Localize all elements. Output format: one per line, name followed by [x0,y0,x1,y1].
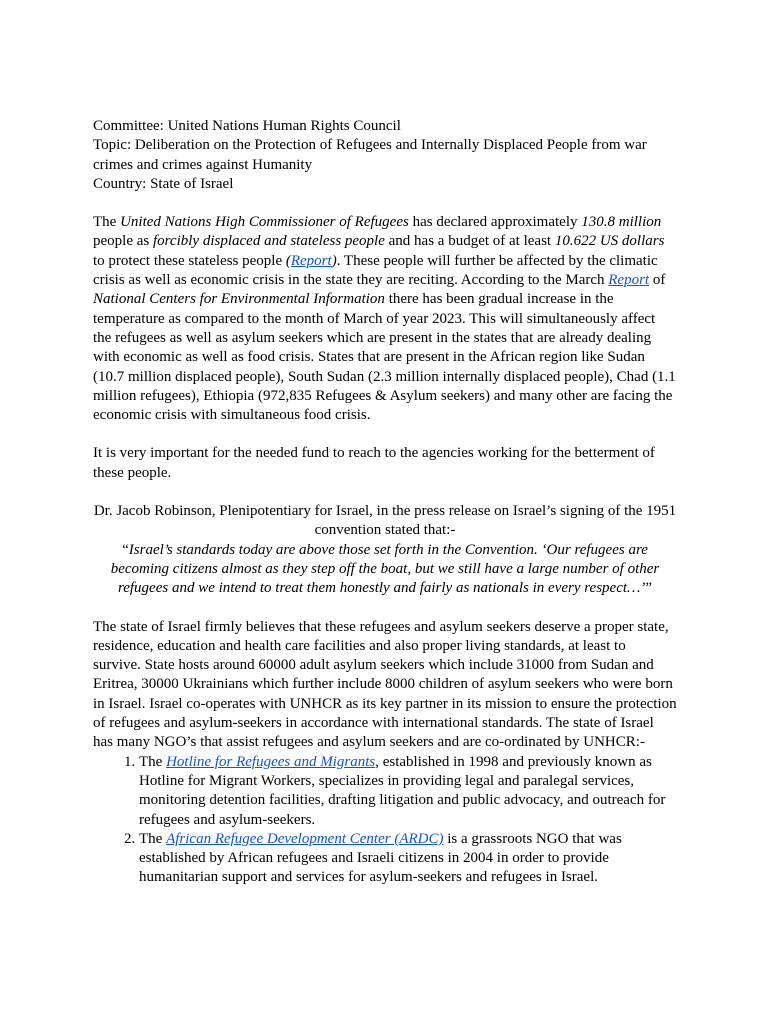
text-run: there has been gradual increase in the temperature as compared to the month of March of year 2023. This will simultaneously affect the refugees as well as asylum seekers which are present in the states that are already dealing with economic as well as food crisis. States that are present in the African region like Sudan (10.7 million displaced people), South Sudan (2.3 million internally displaced people), Chad (1.1 million refugees), Ethiopia (972,835 Refugees & Asylum seekers) and many other are facing the economic crisis with simultaneous food crisis. [93,291,676,424]
hotline-link[interactable]: Hotline for Refugees and Migrants [166,753,376,770]
text-run: The [93,214,121,231]
paragraph-unhcr [93,213,677,425]
paragraph-israel-position: The state of Israel firmly believes that these refugees and asylum seekers deserve a proper state, residence, education and health care facilities and also proper living standards, at least to survive. State hosts around 60000 adult asylum seekers which include 31000 from Sudan and Eritrea, 30000 Ukrainians which further include 8000 children of asylum seekers who were born in Israel. Israel co-operates with UNHCR as its key partner in its mission to ensure the protection of refugees and asylum-seekers in accordance with international standards. The state of Israel has many NGO’s that assist refugees and asylum seekers and are co-ordinated by UNHCR:- [93,618,677,751]
text-run: The [139,753,167,770]
text-run: United Nations High Commissioner of Refugees [120,214,409,231]
text-run: and has a budget of at least [384,233,555,250]
quote-block [93,502,677,598]
text-run: is a grassroots NGO that was established by African refugees and Israeli citizens in 2004 in order to provide humanitarian support and services for asylum-seekers and refugees in Israel. [139,830,622,886]
report-link-ncei[interactable]: Report [608,272,650,289]
text-run: . These people will further be affected by the climatic crisis as well as economic crisis in the state they are reciting. According to the March [93,252,658,289]
paragraph-funding: It is very important for the needed fund to reach to the agencies working for the betterment of these people. [93,445,655,481]
text-run: forcibly displaced and stateless people [152,233,385,250]
text-run: 10.622 US dollars [554,233,665,250]
quote-open-mark: “ [122,541,129,558]
quote-body: Israel’s standards today are above those set forth in the Convention. ‘Our refugees are becoming citizens almost as they step off the boat, but we still have a large number of other refugees and we intend to treat them honestly and fairly as nationals in every respect…’ [110,541,660,597]
topic-line: Topic: Deliberation on the Protection of Refugees and Internally Displaced People from war crimes and crimes against Humanity [93,137,647,173]
text-run: to protect these stateless people [93,252,286,269]
text-run: , established in 1998 and previously known as Hotline for Migrant Workers, specializes in providing legal and paralegal services, monitoring detention facilities, drafting litigation and public advocacy, and outreach for refugees and asylum-seekers. [139,753,666,828]
text-run: 130.8 million [581,214,662,231]
document-header [93,117,677,194]
ngo-list [93,753,677,888]
quote-close-mark: ” [645,580,653,597]
text-run: The [139,830,167,847]
list-item [139,753,677,830]
text-run: National Centers for Environmental Information [93,291,385,308]
quote-intro: Dr. Jacob Robinson, Plenipotentiary for Israel, in the press release on Israel’s signing of the 1951 convention stated that:- [93,503,677,539]
text-run: ( [285,252,291,269]
text-run: people as [93,233,153,250]
list-item [139,830,677,888]
country-line: Country: State of Israel [93,175,234,192]
committee-line: Committee: United Nations Human Rights Council [93,118,401,134]
ardc-link[interactable]: African Refugee Development Center (ARDC) [166,830,444,847]
text-run: ) [331,252,337,269]
document-page [93,117,677,888]
report-link-unhcr[interactable]: Report [290,252,332,269]
text-run: of [649,272,666,289]
quote-text [93,541,677,599]
text-run: has declared approximately [408,214,582,231]
